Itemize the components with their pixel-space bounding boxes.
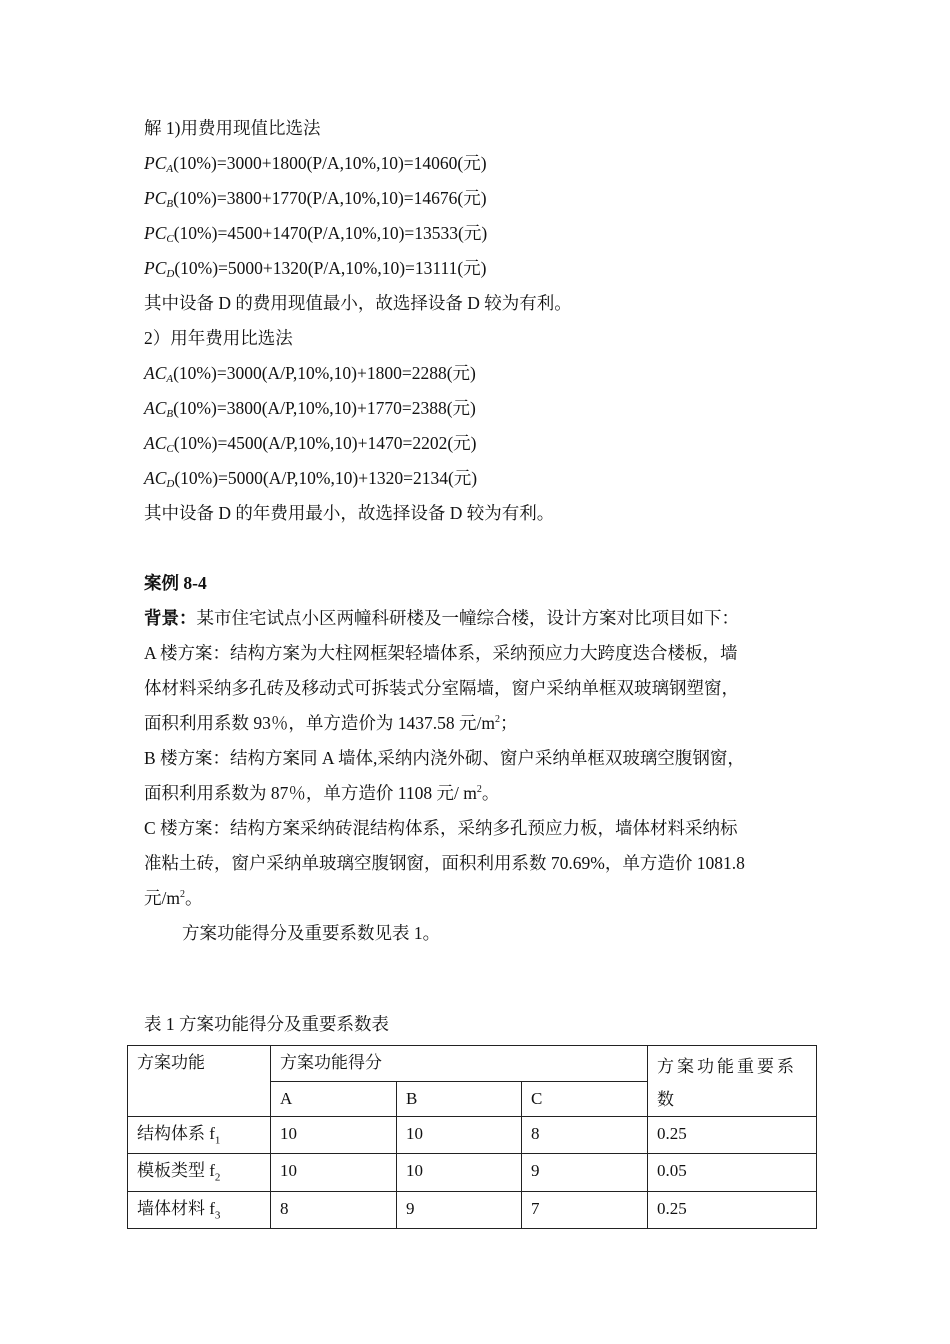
cell-weight: 0.25 [648, 1117, 817, 1154]
header-weight: 方案功能重要系数 [648, 1046, 817, 1117]
ac-formula-c: $AC_C(10\%)=4500(A/P,10\%,10)+1470=2202$(元) [144, 433, 477, 455]
cell-score-b: 10 [397, 1154, 522, 1191]
pc-formula-b: $PC_B(10\%)=3800+1770(P/A,10\%,10)=14676$(元) [144, 188, 487, 210]
cell-score-c: 9 [522, 1154, 648, 1191]
spacer [144, 531, 816, 566]
cell-score-a: 10 [271, 1117, 397, 1154]
plan-c-line: 元$/m^2$。 [144, 888, 203, 908]
solution-part1-title: 解 1)用费用现值比选法 [144, 118, 321, 138]
cell-score-b: 9 [397, 1191, 522, 1228]
solution-part1-conclusion: 其中设备 D 的费用现值最小，故选择设备 D 较为有利。 [144, 293, 572, 313]
plan-c-line: 准粘土砖，窗户采纳单玻璃空腹钢窗，面积利用系数 70.69%，单方造价 1081.8 [144, 853, 745, 873]
ac-formula-a: $AC_A(10\%)=3000(A/P,10\%,10)+1800=2288$(元) [144, 363, 476, 385]
row-function-name: 结构体系 $f_1$ [128, 1117, 271, 1154]
table-row [128, 1154, 817, 1191]
cell-score-c: 7 [522, 1191, 648, 1228]
cell-score-a: 10 [271, 1154, 397, 1191]
pc-formula-a: $PC_A(10\%)=3000+1800(P/A,10\%,10)=14060$(元) [144, 153, 487, 175]
background-label: 背景： [144, 608, 197, 628]
background-text: 某市住宅试点小区两幢科研楼及一幢综合楼，设计方案对比项目如下： [196, 608, 739, 628]
table-row [128, 1191, 817, 1228]
header-function: 方案功能 [128, 1046, 271, 1117]
row-function-name: 墙体材料 $f_3$ [128, 1191, 271, 1228]
plan-a-line: A 楼方案：结构方案为大柱网框架轻墙体系，采纳预应力大跨度迭合楼板，墙 [144, 643, 738, 663]
table-row [128, 1117, 817, 1154]
plan-b-line: 面积利用系数为 87％，单方造价 1108 元/ $m^2$。 [144, 783, 500, 803]
plan-c-line: C 楼方案：结构方案采纳砖混结构体系，采纳多孔预应力板，墙体材料采纳标 [144, 818, 738, 838]
cell-score-c: 8 [522, 1117, 648, 1154]
cell-weight: 0.25 [648, 1191, 817, 1228]
solution-part2-title: 2）用年费用比选法 [144, 328, 293, 348]
pc-formula-c: $PC_C(10\%)=4500+1470(P/A,10\%,10)=13533$(元) [144, 223, 488, 245]
plan-b-line: B 楼方案：结构方案同 A 墙体,采纳内浇外砌、窗户采纳单框双玻璃空腹钢窗， [144, 748, 745, 768]
plan-a-line: 体材料采纳多孔砖及移动式可拆装式分室隔墙，窗户采纳单框双玻璃钢塑窗， [144, 678, 739, 698]
pc-formula-d: $PC_D(10\%)=5000+1320(P/A,10\%,10)=13111$(元) [144, 258, 487, 280]
cell-score-a: 8 [271, 1191, 397, 1228]
row-function-name: 模板类型 $f_2$ [128, 1154, 271, 1191]
table-reference-note: 方案功能得分及重要系数见表 1。 [182, 923, 441, 943]
plan-a-line: 面积利用系数 93％，单方造价为 1437.58 元$/m^2$； [144, 713, 518, 733]
solution-part2-conclusion: 其中设备 D 的年费用最小，故选择设备 D 较为有利。 [144, 503, 555, 523]
cell-score-b: 10 [397, 1117, 522, 1154]
cell-weight: 0.05 [648, 1154, 817, 1191]
document-body [144, 111, 816, 951]
ac-formula-b: $AC_B(10\%)=3800(A/P,10\%,10)+1770=2388$(元) [144, 398, 476, 420]
header-col-a: A [271, 1081, 397, 1117]
header-col-c: C [522, 1081, 648, 1117]
ac-formula-d: $AC_D(10\%)=5000(A/P,10\%,10)+1320=2134$(元) [144, 468, 478, 490]
table-header-row [128, 1046, 817, 1082]
table-caption: 表 1 方案功能得分及重要系数表 [144, 1014, 389, 1034]
case-title: 案例 8-4 [144, 573, 207, 593]
header-col-b: B [397, 1081, 522, 1117]
function-score-table [127, 1045, 817, 1229]
case-background [144, 601, 816, 636]
header-score: 方案功能得分 [271, 1046, 648, 1082]
